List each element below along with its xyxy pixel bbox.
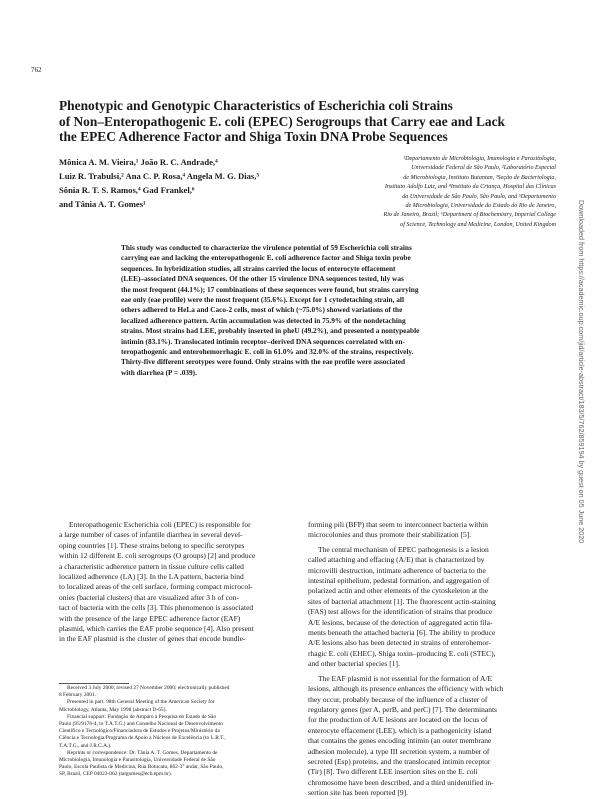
title-line: of Non–Enteropathogenic E. coli (EPEC) Serogroups that Carry eae and Lack	[59, 113, 505, 129]
footnote-line: Paulo (95/9176-4, to T.A.T.G.) and Conselho Nacional de Desenvolvimento	[59, 721, 223, 728]
abstract-line: the most frequent (44.1%); 17 combinations of these sequences were found, but strains carrying	[121, 284, 419, 294]
body-line: lesions, although its presence enhances the efficiency with which	[308, 684, 504, 694]
body-line: regulatory genes (per A, perB, and perC) [7]. The determinants	[308, 704, 497, 714]
footnote-line: Presented in part: 98th General Meeting of the American Society for	[67, 699, 215, 706]
affiliation-line: Instituto Adolfo Lutz, and ⁴Instituto da Criança, Hospital das Clínicas	[384, 184, 556, 191]
body-line: they occur, probably because of the influence of a cluster of	[308, 694, 488, 704]
download-sidebar	[577, 200, 595, 620]
body-line: A/E lesions, because of the detection of aggregated actin fila-	[308, 617, 493, 627]
download-notice: Downloaded from https://academic.oup.com/jid/article-abstract/183/5/762/859194 by guest on 05 June 2020	[577, 200, 586, 544]
author-list	[59, 155, 304, 211]
footnote-line: Ciência e Tecnologia/Programa de Apoio a Núcleos de Excelência (to L.R.T.,	[59, 735, 226, 742]
body-line: called attaching and effacing (A/E) that is characterized by	[308, 555, 485, 565]
footnote-line: Científico e Tecnológico/Financiadora de Estudos e Projetos/Ministério da	[59, 728, 220, 735]
body-column-right	[308, 520, 554, 799]
body-line: microvilli destruction, intimate adherence of bacteria to the	[308, 565, 486, 575]
body-line: polarized actin and other elements of the cytoskeleton at the	[308, 586, 489, 596]
footnote-line: Microbiology, Atlanta, May 1998 (abstract D-65).	[59, 706, 167, 713]
affiliation-line: Universidade Federal de São Paulo, ²Laboratório Especial	[411, 165, 556, 172]
body-line: rhagic E. coli (EHEC), Shiga toxin–producing E. coli (STEC),	[308, 648, 496, 658]
abstract-line: (LEE)–associated DNA sequences. Of the other 15 virulence DNA sequences tested, hly was	[121, 274, 404, 284]
footnote-line: Paulo, Escola Paulista de Medicina, Rua Botucatu, 862-3° andar, São Paulo,	[59, 764, 224, 771]
body-column-left	[59, 520, 299, 645]
abstract-line: eae only (eae profile) were the most frequent (35.6%). Except for 1 cytodetaching strain, all	[121, 295, 404, 305]
affiliation-line: ¹Departamento de Microbiologia, Imunologia e Parasitologia,	[403, 156, 556, 162]
body-line: adhesion molecule), a type III secretion system, a number of	[308, 746, 490, 756]
body-line: forming pili (BFP) that seem to interconnect bacteria within	[308, 520, 488, 529]
footnote-line: T.A.T.G., and J.R.C.A.).	[59, 742, 112, 749]
body-line: The central mechanism of EPEC pathogenesis is a lesion	[318, 544, 489, 554]
author-line: Sônia R. T. S. Ramos,⁴ Gad Frankel,⁶	[59, 185, 195, 195]
affiliation-line: de Microbiologia, Instituto Butantan, ³Seção de Bacteriologia,	[403, 174, 556, 181]
body-line: onies (bacterial clusters) that are visualized after 3 h of con-	[59, 592, 239, 602]
footnote-line: Financial support: Fundação de Amparo à Pesquisa do Estado de São	[67, 713, 217, 720]
body-line: within 12 different E. coli serogroups (O groups) [2] and produce	[59, 551, 256, 561]
abstract-line: strains. Most strains had LEE, probably inserted in pheU (49.2%), and presented a nontypeable	[121, 326, 420, 336]
body-line: A/E lesions also has been detected in strains of enterohemor-	[308, 638, 491, 648]
abstract-line: sequences. In hybridization studies, all strains carried the locus of enterocyte effacement	[121, 263, 396, 273]
abstract-line: This study was conducted to characterize the virulence potential of 59 Escherichia coli strains	[121, 243, 412, 252]
body-line: in the EAF plasmid is the cluster of genes that encode bundle-	[59, 634, 246, 644]
affiliations	[306, 155, 556, 230]
body-line: secreted (Esp) proteins, and the translocated intimin receptor	[308, 756, 491, 766]
body-line: sites of bacterial attachment [1]. The fluorescent actin-staining	[308, 596, 496, 606]
body-line: tact of bacteria with the cells [3]. This phenomenon is associated	[59, 603, 254, 613]
body-line: microcolonies and thus promote their stabilization [5].	[308, 530, 472, 540]
body-line: (Tir) [8]. Two different LEE insertion sites on the E. coli	[308, 767, 478, 777]
body-line: (FAS) test allows for the identification of strains that produce	[308, 607, 493, 617]
footnote-divider	[59, 683, 129, 684]
page-number: 762	[31, 66, 42, 74]
affiliation-line: de Microbiologia, Universidade do Estado do Rio de Janeiro,	[405, 203, 556, 210]
body-line: The EAF plasmid is not essential for the formation of A/E	[318, 673, 493, 683]
abstract	[121, 243, 541, 378]
affiliation-line: of Science, Technology and Medicine, London, United Kingdom	[400, 221, 556, 228]
abstract-line: localized adherence pattern. Actin accumulation was detected in 75.9% of the nondetaching	[121, 315, 406, 325]
article-title	[59, 98, 559, 145]
body-line: intestinal epithelium, pedestal formation, and aggregation of	[308, 576, 490, 586]
body-line: sertion site has been reported [9].	[308, 788, 408, 798]
body-line: localized adherence (LA) [3]. In the LA pattern, bacteria bind	[59, 572, 244, 582]
author-line: Mônica A. M. Vieira,¹ João R. C. Andrade,⁴	[59, 157, 218, 167]
author-line: Luiz R. Trabulsi,² Ana C. P. Rosa,⁴ Angela M. G. Dias,³	[59, 171, 260, 181]
body-line: and other bacterial species [1].	[308, 659, 400, 669]
footnotes	[59, 685, 299, 779]
body-line: a large number of cases of infantile diarrhea in several devel-	[59, 530, 243, 540]
footnote-line: SP, Brazil, CEP 04023-062 (tatgomes@ecb.epm.br).	[59, 771, 173, 778]
abstract-line: intimin (83.1%). Translocated intimin receptor–derived DNA sequences correlated with en-	[121, 336, 405, 346]
body-line: with the presence of the large EPEC adherence factor (EAF)	[59, 613, 241, 623]
body-line: ments beneath the attached bacteria [6]. The ability to produce	[308, 628, 496, 638]
abstract-line: carrying eae and lacking the enteropathogenic E. coli adherence factor and Shiga toxin probe	[121, 253, 411, 263]
body-line: plasmid, which carries the EAF probe sequence [4]. Also present	[59, 624, 254, 634]
footnote-line: Microbiologia, Imunologia e Parasitologia, Universidade Federal de São	[59, 757, 216, 764]
title-line: the EPEC Adherence Factor and Shiga Toxin DNA Probe Sequences	[59, 129, 448, 144]
body-line: enterocyte effacement (LEE), which is a pathogenicity island	[308, 725, 492, 735]
body-line: chromosome have been described, and a third unidentified in-	[308, 777, 494, 787]
footnote-line: Reprints or correspondence: Dr. Tânia A. T. Gomes, Departamento de	[67, 749, 218, 756]
abstract-line: others adhered to HeLa and Caco-2 cells, most of which (~75.0%) showed variations of the	[121, 305, 403, 315]
abstract-line: teropathogenic and enterohemorrhagic E. coli in 61.0% and 32.0% of the strains, respectively.	[121, 347, 414, 357]
affiliation-line: da Universidade de São Paulo, São Paulo, and ⁵Departamento	[402, 193, 556, 200]
body-line: Enteropathogenic Escherichia coli (EPEC) is responsible for	[69, 520, 251, 529]
abstract-line: Thirty-five different serotypes were found. Only strains with the eae profile were associated	[121, 357, 406, 367]
abstract-line: with diarrhea (P = .039).	[121, 367, 197, 377]
body-line: to localized areas of the cell surface, forming compact microcol-	[59, 582, 253, 592]
title-line: Phenotypic and Genotypic Characteristics of Escherichia coli Strains	[59, 98, 453, 113]
body-line: for the production of A/E lesions are located on the locus of	[308, 715, 488, 725]
author-line: and Tânia A. T. Gomes¹	[59, 199, 146, 209]
body-line: oping countries [1]. These strains belong to specific serotypes	[59, 540, 245, 550]
footnote-line: 8 February 2001.	[59, 692, 96, 699]
footnote-line: Received 3 July 2000; revised 27 November 2000; electronically published	[67, 685, 230, 691]
body-line: that contains the genes encoding intimin (an outer membrane	[308, 736, 492, 746]
body-line: a characteristic adherence pattern in tissue culture cells called	[59, 561, 244, 571]
affiliation-line: Rio de Janeiro, Brazil; ⁶Department of Biochemistry, Imperial College	[383, 212, 556, 219]
